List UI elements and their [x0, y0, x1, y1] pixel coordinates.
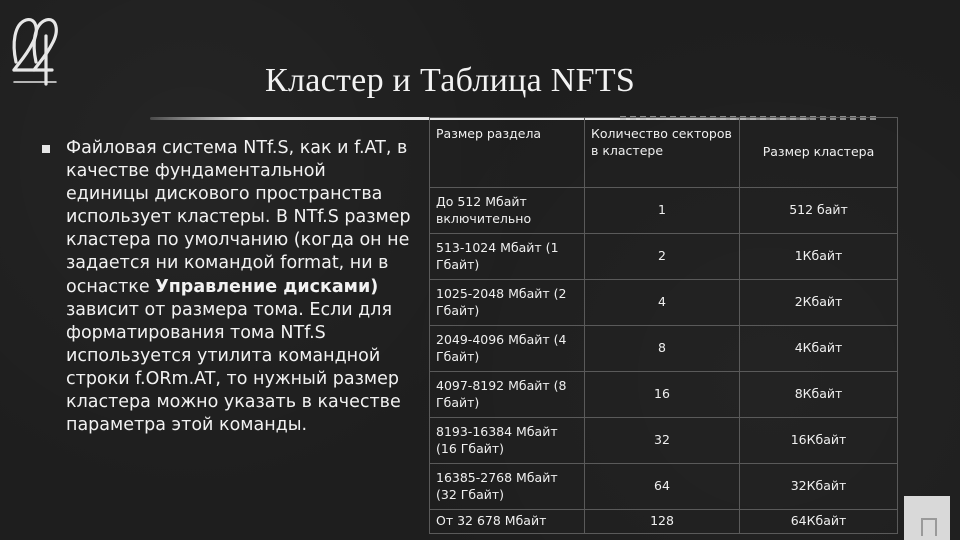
cell-cluster: 512 байт [740, 188, 898, 234]
cell-cluster: 64Кбайт [740, 510, 898, 534]
bullet-paragraph [66, 137, 412, 437]
slide-title: Кластер и Таблица NFTS [265, 62, 636, 99]
cell-partition: От 32 678 Мбайт [430, 510, 585, 534]
table-row [430, 464, 898, 510]
cell-partition: 16385-2768 Мбайт (32 Гбайт) [430, 464, 585, 510]
cell-partition: 1025-2048 Мбайт (2 Гбайт) [430, 280, 585, 326]
cell-partition: 8193-16384 Мбайт (16 Гбайт) [430, 418, 585, 464]
header-cluster-size: Размер кластера [740, 118, 898, 188]
cell-sectors: 64 [585, 464, 740, 510]
bullet-list [44, 137, 412, 437]
cell-sectors: 32 [585, 418, 740, 464]
table-header-row [430, 118, 898, 188]
cell-sectors: 128 [585, 510, 740, 534]
table-row [430, 326, 898, 372]
cluster-size-table [429, 117, 898, 534]
header-partition-size: Размер раздела [430, 118, 585, 188]
header-sectors-per-cluster: Количество секторов в кластере [585, 118, 740, 188]
cell-partition: До 512 Мбайт включительно [430, 188, 585, 234]
cell-cluster: 8Кбайт [740, 372, 898, 418]
cell-partition: 4097-8192 Мбайт (8 Гбайт) [430, 372, 585, 418]
cell-sectors: 4 [585, 280, 740, 326]
table-row [430, 510, 898, 534]
cell-partition: 513-1024 Мбайт (1 Гбайт) [430, 234, 585, 280]
cell-cluster: 32Кбайт [740, 464, 898, 510]
cell-cluster: 4Кбайт [740, 326, 898, 372]
door-glyph-icon [921, 518, 937, 536]
cell-cluster: 1Кбайт [740, 234, 898, 280]
bullet-square-icon [42, 145, 50, 153]
cell-cluster: 16Кбайт [740, 418, 898, 464]
table-row [430, 418, 898, 464]
cell-partition: 2049-4096 Мбайт (4 Гбайт) [430, 326, 585, 372]
logo-icon [6, 14, 64, 92]
cell-sectors: 1 [585, 188, 740, 234]
table-row [430, 372, 898, 418]
cell-sectors: 16 [585, 372, 740, 418]
home-nav-icon[interactable] [904, 496, 950, 540]
bullet-text-part1: Файловая система NTf.S, как и f.AT, в качестве фундаментальной единицы дискового пространства использует кластеры. В NTf.S размер кластера по умолчанию (когда он не задается ни командой format, ни в оснастке [66, 138, 411, 297]
cell-cluster: 2Кбайт [740, 280, 898, 326]
bullet-text-part2: зависит от размера тома. Если для форматирования тома NTf.S используется утилита командной строки f.ORm.AT, то нужный размер кластера можно указать в качестве параметра этой команды. [66, 299, 401, 436]
cell-sectors: 8 [585, 326, 740, 372]
table-row [430, 280, 898, 326]
table-row [430, 234, 898, 280]
table-row [430, 188, 898, 234]
cell-sectors: 2 [585, 234, 740, 280]
bullet-text-bold: Управление дисками) [155, 276, 379, 297]
